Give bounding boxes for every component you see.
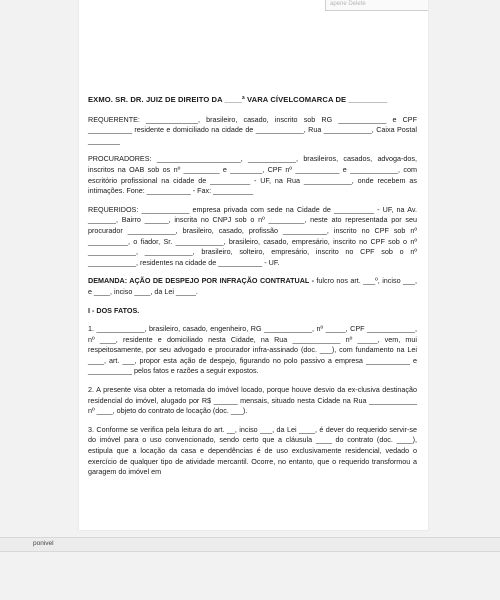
- bottom-bar: [0, 537, 500, 552]
- demanda-text: fulcro nos art. ___º, inciso ___, e ____, inciso ____, da Lei _____.: [88, 276, 417, 296]
- procuradores-paragraph: PROCURADORES: _____________________, ____________, brasileiros, casados, advoga-dos, inscritos na OAB sob os nº _________ e ________, CPF nº ___________ e ____________, com escritório profissional na cidade de __________ - UF, na Rua ____________, onde recebem as intimações. Fone: ___________ - Fax: __________: [88, 154, 417, 196]
- demanda-paragraph: [88, 276, 417, 297]
- requeridos-paragraph: REQUERIDOS: ____________ empresa privada com sede na Cidade de __________ - UF, na Av. _______, Bairro ______, inscrita no CNPJ sob o nº _________, neste ato representada por seu procurador ____________, brasileiro, casado, profissão ___________, inscrito no CPF sob nº __________, o fiador, Sr. ____________, brasileiro, casado, empresário, inscrito no CPF sob o nº ____________, ____________, brasileiro, solteiro, empresário, inscrito no CPF sob o nº ____________, residentes na cidade de ___________ - UF.: [88, 204, 417, 267]
- fatos-paragraph-1: 1. ____________, brasileiro, casado, engenheiro, RG ____________, nº _____, CPF ____________, nº ____, residente e domiciliado nesta Cidade, na Rua ____________ nº _____, vem, mui respeitosamente, por seu advogado e procurador infra-assinado (doc. ___), com fundamento na Lei ____, art. ___, propor esta ação de despejo, figurando no polo passivo a empresa ___________ e ___________ pelos fatos e razões a seguir expostos.: [88, 324, 417, 376]
- fatos-paragraph-3: 3. Conforme se verifica pela leitura do art. __, inciso ___, da Lei ____, é dever do requerido servir-se do imóvel para o uso convencionado, sendo certo que a cláusula ____ do contrato (doc. ____), estipula que a locação da casa e dependências é de uso exclusivamente residencial, vedado o exercício de qualquer tipo de atividade mercantil. Ocorre, no entanto, que o requerido transformou a garagem do imóvel em: [88, 424, 417, 477]
- document-title: EXMO. SR. DR. JUIZ DE DIREITO DA ____ª VARA CÍVELCOMARCA DE _________: [88, 95, 388, 104]
- document-body: [88, 95, 417, 486]
- document-page: [79, 0, 428, 530]
- requerente-paragraph: REQUERENTE: _____________, brasileiro, casado, inscrito sob RG ____________ e CPF ___________ residente e domiciliado na cidade de ____________, Rua ____________, Caixa Postal ________: [88, 114, 417, 145]
- header-box: apene Delete: [325, 0, 428, 11]
- section-heading-fatos: I - DOS FATOS.: [88, 305, 140, 315]
- bottom-bar-label: ponivel: [33, 540, 54, 547]
- fatos-paragraph-2: 2. A presente visa obter a retomada do imóvel locado, porque houve desvio da ex-clusiva destinação residencial do imóvel, alugado por R$ ______ mensais, situado nesta Cidade na Rua ____________ nº ____, objeto do contrato de locação (doc. ___).: [88, 385, 417, 416]
- demanda-label: DEMANDA: AÇÃO DE DESPEJO POR INFRAÇÃO CONTRATUAL -: [88, 276, 314, 286]
